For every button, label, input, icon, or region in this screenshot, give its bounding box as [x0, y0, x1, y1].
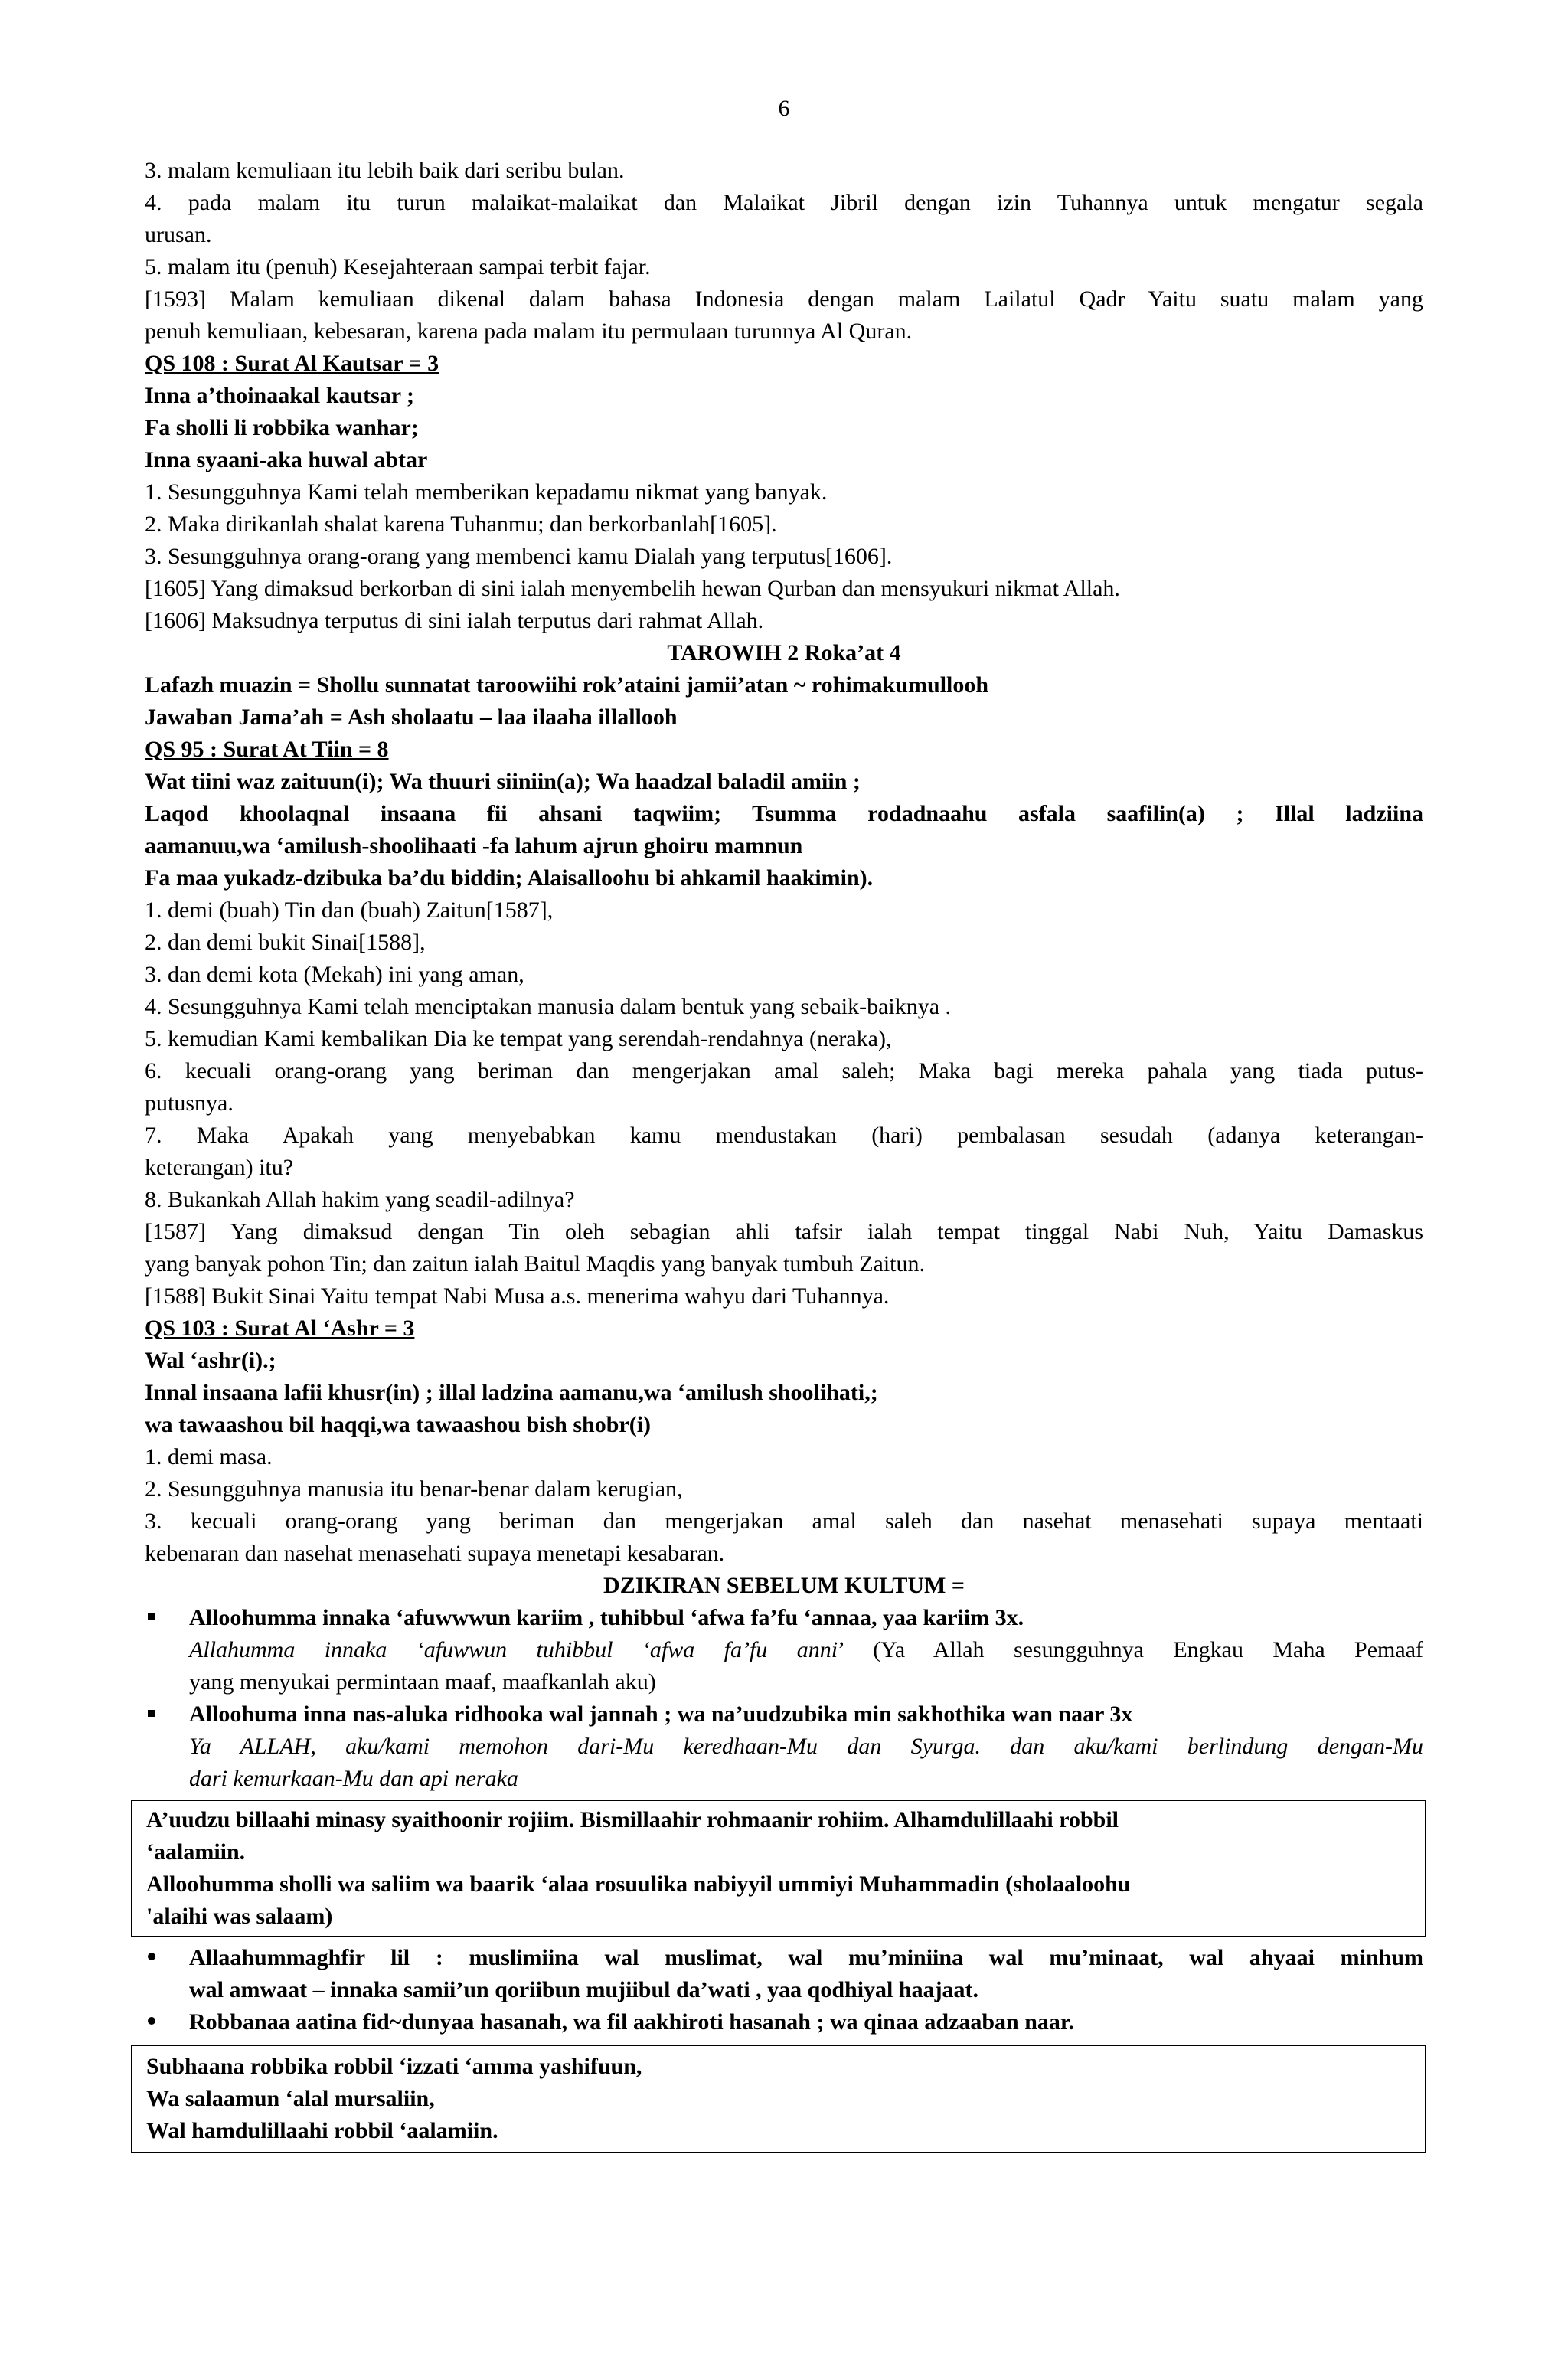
tiin-translation-4: 4. Sesungguhnya Kami telah menciptakan manusia dalam bentuk yang sebaik-baiknya .	[145, 994, 952, 1019]
round-bullet-icon	[148, 1942, 155, 1974]
tarowih-jawaban: Jawaban Jama’ah = Ash sholaatu – laa ilaaha illallooh	[145, 704, 678, 730]
ashr-translation-3-cont: kebenaran dan nasehat menasehati supaya menetapi kesabaran.	[145, 1541, 725, 1566]
box2-line-1: Subhaana robbika robbil ‘izzati ‘amma yashifuun,	[146, 2054, 642, 2079]
dzikir-bullet-1-meaning-text: ’ (Ya Allah sesungguhnya Engkau Maha Pemaaf	[838, 1637, 1424, 1662]
box1-line-2: ‘aalamiin.	[146, 1839, 246, 1865]
dzikir-bullet-3	[145, 1942, 1423, 2006]
tiin-translation-3: 3. dan demi kota (Mekah) ini yang aman,	[145, 962, 524, 987]
dzikir-title: DZIKIRAN SEBELUM KULTUM =	[603, 1573, 965, 1598]
surah-ashr	[145, 1312, 1423, 1570]
box2-line-2: Wa salaamun ‘alal mursaliin,	[146, 2086, 435, 2111]
qadr-verse-3: 3. malam kemuliaan itu lebih baik dari seribu bulan.	[145, 158, 625, 183]
dzikir-bullet-4-line: Robbanaa aatina fid~dunyaa hasanah, wa fil aakhiroti hasanah ; wa qinaa adzaaban naar.	[189, 2009, 1074, 2035]
dzikir-box-closing	[131, 2045, 1426, 2153]
qadr-verse-5: 5. malam itu (penuh) Kesejahteraan sampai terbit fajar.	[145, 254, 651, 279]
tiin-footnote-1588: [1588] Bukit Sinai Yaitu tempat Nabi Musa a.s. menerima wahyu dari Tuhannya.	[145, 1283, 890, 1309]
box1-line-4: 'alaihi was salaam)	[146, 1904, 333, 1929]
square-bullet-icon	[148, 1602, 155, 1634]
kautsar-translation-2: 2. Maka dirikanlah shalat karena Tuhanmu; dan berkorbanlah[1605].	[145, 512, 777, 537]
dzikir-bullet-2	[145, 1698, 1423, 1795]
ashr-heading: QS 103 : Surat Al ‘Ashr = 3	[145, 1316, 415, 1341]
tiin-footnote-1587: [1587] Yang dimaksud dengan Tin oleh sebagian ahli tafsir ialah tempat tinggal Nabi Nuh, Yaitu Damaskus	[145, 1219, 1423, 1244]
kautsar-arabic-2: Fa sholli li robbika wanhar;	[145, 415, 419, 440]
kautsar-arabic-1: Inna a’thoinaakal kautsar ;	[145, 383, 415, 408]
kautsar-footnote-1606: [1606] Maksudnya terputus di sini ialah terputus dari rahmat Allah.	[145, 608, 764, 633]
tiin-translation-6-cont: putusnya.	[145, 1090, 234, 1116]
tiin-arabic-1: Wat tiini waz zaituun(i); Wa thuuri siiniin(a); Wa haadzal baladil amiin ;	[145, 769, 861, 794]
tiin-translation-7-cont: keterangan) itu?	[145, 1155, 294, 1180]
ashr-translation-3: 3. kecuali orang-orang yang beriman dan mengerjakan amal saleh dan nasehat menasehati supaya mentaati	[145, 1509, 1423, 1534]
ashr-translation-2: 2. Sesungguhnya manusia itu benar-benar dalam kerugian,	[145, 1476, 683, 1502]
dzikir-bullet-4	[145, 2006, 1423, 2038]
tiin-translation-7: 7. Maka Apakah yang menyebabkan kamu mendustakan (hari) pembalasan sesudah (adanya keterangan-	[145, 1123, 1423, 1148]
ashr-arabic-2: Innal insaana lafii khusr(in) ; illal ladzina aamanu,wa ‘amilush shoolihati,;	[145, 1380, 878, 1405]
tarowih-section	[145, 637, 1423, 734]
kautsar-footnote-1605: [1605] Yang dimaksud berkorban di sini ialah menyembelih hewan Qurban dan mensyukuri nikmat Allah.	[145, 576, 1120, 601]
dzikir-bullet-3-line-1: Allaahummaghfir lil : muslimiina wal muslimat, wal mu’miniina wal mu’minaat, wal ahyaai minhum	[189, 1945, 1423, 1970]
kautsar-heading: QS 108 : Surat Al Kautsar = 3	[145, 351, 439, 376]
tarowih-muazin: Lafazh muazin = Shollu sunnatat taroowiihi rok’ataini jamii’atan ~ rohimakumullooh	[145, 672, 989, 698]
qadr-footnote-1593-cont: penuh kemuliaan, kebesaran, karena pada malam itu permulaan turunnya Al Quran.	[145, 319, 913, 344]
dzikir-bullet-1-latin: Allahumma innaka ‘afuwwun tuhibbul ‘afwa fa’fu anni	[189, 1637, 838, 1662]
qadr-footnote-1593: [1593] Malam kemuliaan dikenal dalam bahasa Indonesia dengan malam Lailatul Qadr Yaitu suatu malam yang	[145, 286, 1423, 312]
box1-line-3: Alloohumma sholli wa saliim wa baarik ‘alaa rosuulika nabiyyil ummiyi Muhammadin (sholaaloohu	[146, 1871, 1131, 1897]
ashr-translation-1: 1. demi masa.	[145, 1444, 273, 1469]
surah-kautsar	[145, 348, 1423, 637]
tiin-arabic-2: Laqod khoolaqnal insaana fii ahsani taqwiim; Tsumma rodadnaahu asfala saafilin(a) ; Illal ladziina	[145, 801, 1423, 826]
page-number: 6	[778, 96, 790, 121]
dzikir-bullet-2-meaning: Ya ALLAH, aku/kami memohon dari-Mu keredhaan-Mu dan Syurga. dan aku/kami berlindung dengan-Mu	[189, 1734, 1423, 1759]
kautsar-arabic-3: Inna syaani-aka huwal abtar	[145, 447, 428, 472]
tiin-heading: QS 95 : Surat At Tiin = 8	[145, 737, 389, 762]
tiin-translation-5: 5. kemudian Kami kembalikan Dia ke tempat yang serendah-rendahnya (neraka),	[145, 1026, 892, 1051]
tiin-arabic-4: Fa maa yukadz-dzibuka ba’du biddin; Alaisalloohu bi ahkamil haakimin).	[145, 865, 874, 891]
dzikir-bullet-1-meaning	[189, 1634, 1423, 1666]
square-bullet-icon	[148, 1698, 155, 1731]
box2-line-3: Wal hamdulillaahi robbil ‘aalamiin.	[146, 2118, 498, 2143]
tiin-translation-2: 2. dan demi bukit Sinai[1588],	[145, 930, 426, 955]
kautsar-translation-3: 3. Sesungguhnya orang-orang yang membenci kamu Dialah yang terputus[1606].	[145, 544, 893, 569]
tiin-arabic-3: aamanuu,wa ‘amilush-shoolihaati -fa lahum ajrun ghoiru mamnun	[145, 833, 803, 858]
dzikir-section	[145, 1570, 1423, 2153]
dzikir-bullet-1-meaning-cont: yang menyukai permintaan maaf, maafkanlah aku)	[189, 1669, 656, 1695]
ashr-arabic-1: Wal ‘ashr(i).;	[145, 1348, 276, 1373]
page-content	[145, 155, 1423, 2153]
dzikir-bullet-2-arabic: Alloohuma inna nas-aluka ridhooka wal jannah ; wa na’uudzubika min sakhothika wan naar 3x	[189, 1701, 1133, 1727]
tiin-footnote-1587-cont: yang banyak pohon Tin; dan zaitun ialah Baitul Maqdis yang banyak tumbuh Zaitun.	[145, 1251, 926, 1277]
kautsar-translation-1: 1. Sesungguhnya Kami telah memberikan kepadamu nikmat yang banyak.	[145, 479, 828, 505]
qadr-verse-4: 4. pada malam itu turun malaikat-malaikat dan Malaikat Jibril dengan izin Tuhannya untuk mengatur segala	[145, 190, 1423, 215]
qadr-verse-4-cont: urusan.	[145, 222, 212, 247]
box1-line-1: A’uudzu billaahi minasy syaithoonir rojiim. Bismillaahir rohmaanir rohiim. Alhamdulillaahi robbil	[146, 1807, 1119, 1832]
dzikir-box-taawudz	[131, 1800, 1426, 1937]
dzikir-bullet-2-meaning-cont: dari kemurkaan-Mu dan api neraka	[189, 1766, 518, 1791]
ashr-arabic-3: wa tawaashou bil haqqi,wa tawaashou bish shobr(i)	[145, 1412, 652, 1437]
tarowih-title: TAROWIH 2 Roka’at 4	[667, 640, 901, 665]
tiin-translation-1: 1. demi (buah) Tin dan (buah) Zaitun[1587],	[145, 897, 554, 923]
tiin-translation-6: 6. kecuali orang-orang yang beriman dan mengerjakan amal saleh; Maka bagi mereka pahala yang tiada putus-	[145, 1058, 1423, 1084]
qadr-continuation	[145, 155, 1423, 348]
dzikir-bullet-1-arabic: Alloohumma innaka ‘afuwwwun kariim , tuhibbul ‘afwa fa’fu ‘annaa, yaa kariim 3x.	[189, 1605, 1024, 1630]
tiin-translation-8: 8. Bukankah Allah hakim yang seadil-adilnya?	[145, 1187, 575, 1212]
dzikir-bullet-1	[145, 1602, 1423, 1698]
surah-tiin	[145, 734, 1423, 1312]
round-bullet-icon	[148, 2006, 155, 2038]
dzikir-bullet-3-line-2: wal amwaat – innaka samii’un qoriibun mujiibul da’wati , yaa qodhiyal haajaat.	[189, 1977, 979, 2002]
